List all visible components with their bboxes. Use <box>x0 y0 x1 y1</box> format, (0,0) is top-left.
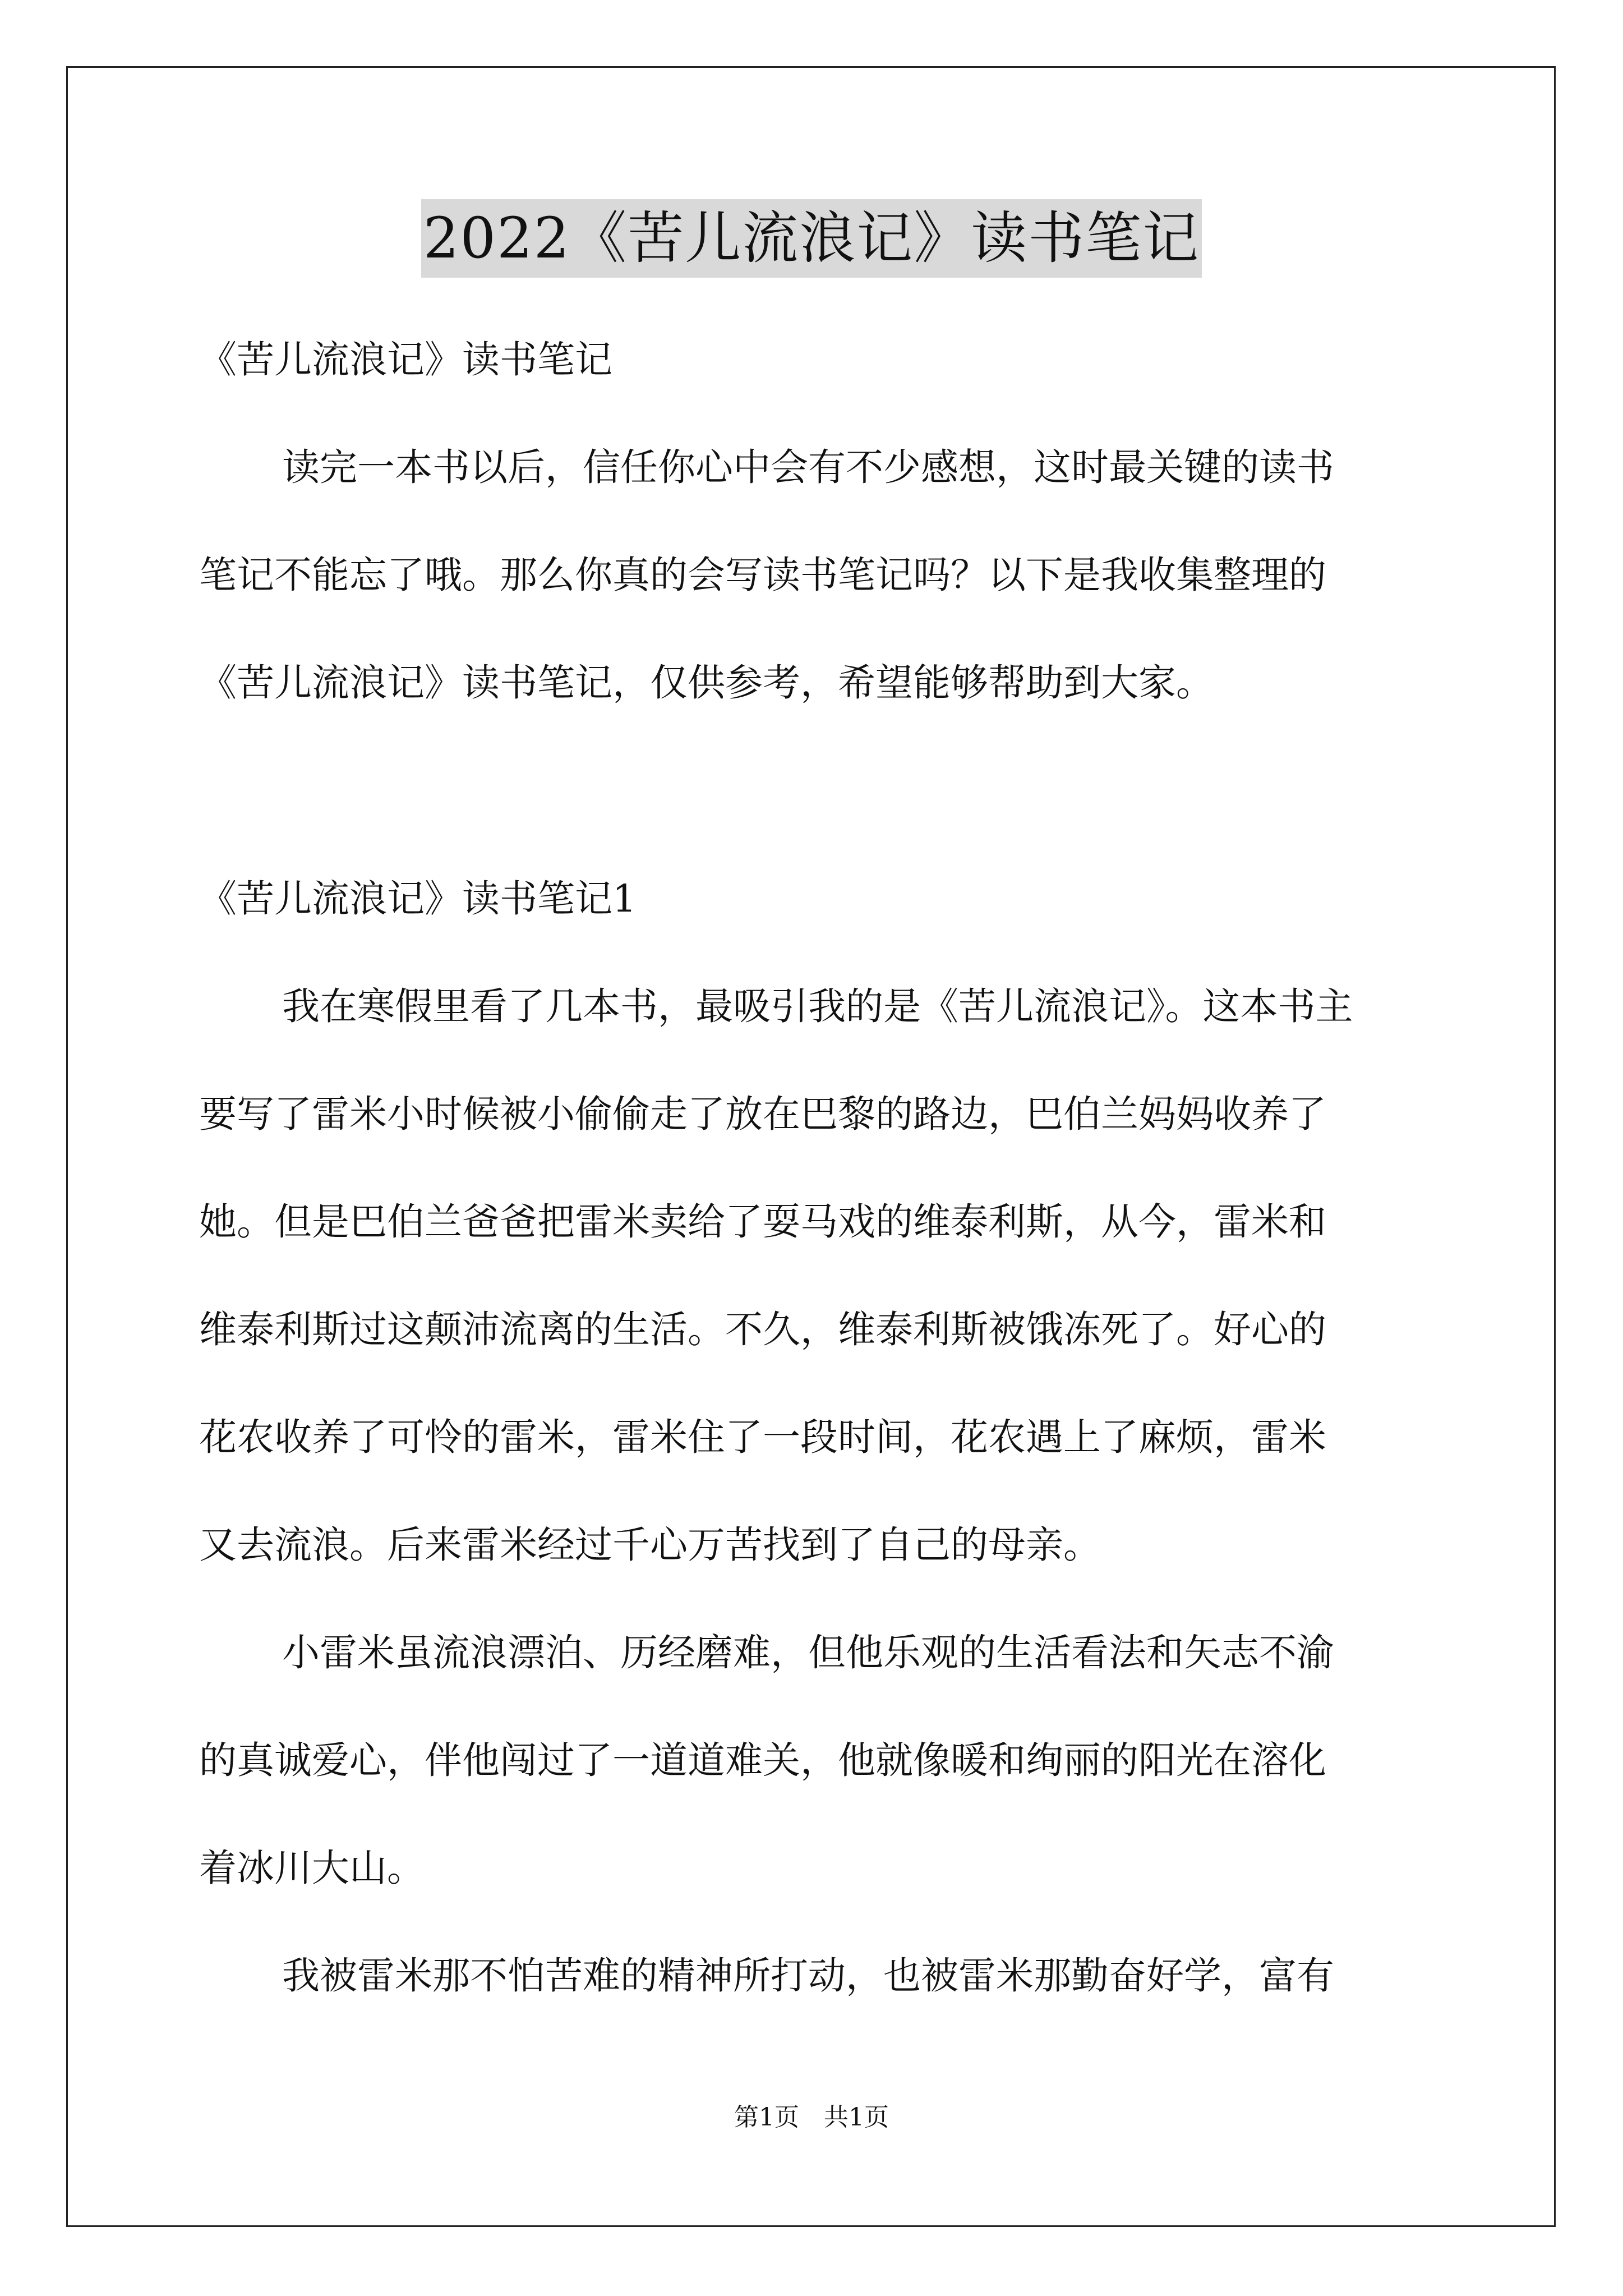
paragraph-line: 读完一本书以后，信任你心中会有不少感想，这时最关键的读书 <box>282 445 1334 489</box>
paragraph-line: 我在寒假里看了几本书，最吸引我的是《苦儿流浪记》。这本书主 <box>282 984 1353 1028</box>
page-number: 第1页 共1页 <box>734 2103 889 2132</box>
paragraph-line: 要写了雷米小时候被小偷偷走了放在巴黎的路边，巴伯兰妈妈收养了 <box>199 1092 1326 1136</box>
page-footer <box>0 2101 1623 2134</box>
paragraph-line: 又去流浪。后来雷米经过千心万苦找到了自己的母亲。 <box>199 1523 1101 1567</box>
document-title: 2022《苦儿流浪记》读书笔记 <box>421 199 1202 278</box>
paragraph-line: 《苦儿流浪记》读书笔记，仅供参考，希望能够帮助到大家。 <box>199 661 1214 705</box>
paragraph-line: 我被雷米那不怕苦难的精神所打动，也被雷米那勤奋好学，富有 <box>282 1954 1334 1998</box>
paragraph-line: 她。但是巴伯兰爸爸把雷米卖给了耍马戏的维泰利斯，从今，雷米和 <box>199 1200 1326 1244</box>
paragraph-line: 的真诚爱心，伴他闯过了一道道难关，他就像暖和绚丽的阳光在溶化 <box>199 1738 1326 1782</box>
document-body <box>199 306 1427 2030</box>
subtitle-line: 《苦儿流浪记》读书笔记 <box>199 338 612 381</box>
paragraph-line: 花农收养了可怜的雷米，雷米住了一段时间，花农遇上了麻烦，雷米 <box>199 1415 1326 1459</box>
paragraph-line: 笔记不能忘了哦。那么你真的会写读书笔记吗？以下是我收集整理的 <box>199 553 1326 597</box>
paragraph-line: 维泰利斯过这颠沛流离的生活。不久，维泰利斯被饿冻死了。好心的 <box>199 1308 1326 1351</box>
paragraph-line: 着冰川大山。 <box>199 1846 425 1890</box>
section-heading: 《苦儿流浪记》读书笔记1 <box>199 877 637 921</box>
section-gap <box>199 737 1427 845</box>
paragraph-line: 小雷米虽流浪漂泊、历经磨难，但他乐观的生活看法和矢志不渝 <box>282 1631 1334 1674</box>
title-container <box>0 199 1623 278</box>
